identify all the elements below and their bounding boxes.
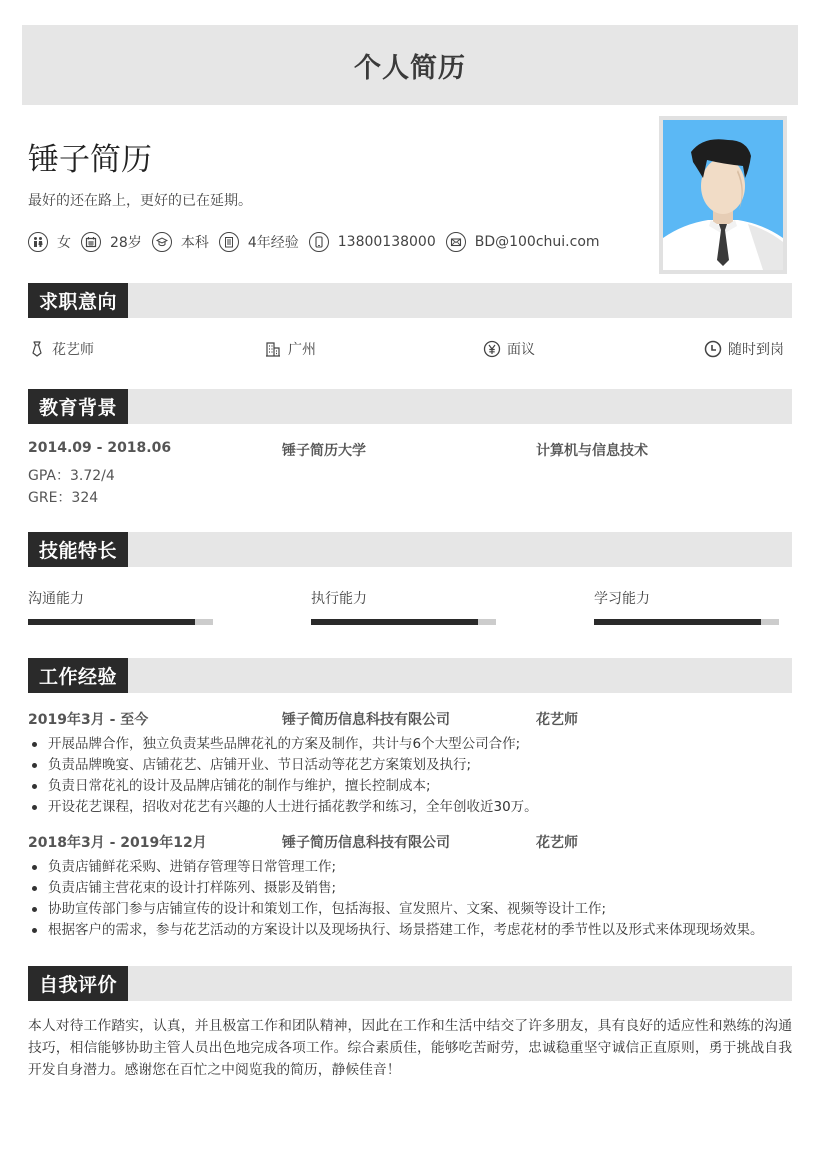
section-header-skills (28, 532, 792, 567)
list-item: 负责日常花礼的设计及品牌店铺花的制作与维护，擅长控制成本; (28, 776, 798, 797)
info-phone-value: 13800138000 (337, 234, 436, 250)
job-duties (28, 857, 798, 941)
calendar-icon (81, 232, 101, 252)
education-major: 计算机与信息技术 (536, 443, 648, 459)
section-title-experience: 工作经验 (28, 658, 128, 693)
job-period: 2019年3月 - 至今 (28, 712, 149, 728)
job-duties (28, 734, 798, 818)
info-gender (28, 232, 71, 252)
job-company: 锤子简历信息科技有限公司 (282, 712, 450, 728)
education-gpa: GPA：3.72/4 (28, 468, 115, 484)
job-header (28, 832, 792, 852)
intent-position (28, 338, 94, 360)
phone-icon (309, 232, 329, 252)
section-header-self-evaluation (28, 966, 792, 1001)
list-item: 负责店铺鲜花采购、进销存管理等日常管理工作; (28, 857, 798, 878)
skill-learning (594, 588, 780, 610)
skill-bar-fill (28, 619, 195, 625)
info-email (446, 232, 600, 252)
job-role: 花艺师 (536, 835, 578, 851)
skill-execution (311, 588, 497, 610)
intent-salary-value: 面议 (507, 342, 535, 358)
section-header-experience (28, 658, 792, 693)
intent-city-value: 广州 (288, 342, 316, 358)
self-evaluation-text: 本人对待工作踏实，认真，并且极富工作和团队精神，因此在工作和生活中结交了许多朋友，具有良好的适应性和熟练的沟通技巧，相信能够协助主管人员出色地完成各项工作。综合素质佳，能够吃苦耐劳，忠诚稳重坚守诚信正直原则，勇于挑战自我开发自身潜力。感谢您在百忙之中阅览我的简历，静候佳音！ (28, 1018, 792, 1078)
candidate-name: 锤子简历 (28, 142, 152, 178)
education-gre: GRE：324 (28, 490, 99, 506)
intent-salary (483, 338, 535, 360)
avatar-illustration (663, 120, 783, 270)
document-icon (219, 232, 239, 252)
intent-position-value: 花艺师 (52, 342, 94, 358)
yen-icon (483, 340, 501, 358)
info-phone (309, 232, 436, 252)
skill-communication (28, 588, 214, 610)
info-experience-value: 4年经验 (247, 235, 299, 251)
job-header (28, 709, 792, 729)
list-item: 根据客户的需求，参与花艺活动的方案设计以及现场执行、场景搭建工作，考虑花材的季节性以及形式来体现现场效果。 (28, 920, 798, 941)
building-icon (264, 340, 282, 358)
skill-bar-fill (311, 619, 478, 625)
skill-name: 沟通能力 (28, 591, 84, 607)
skill-bar (311, 619, 496, 625)
clock-icon (704, 340, 722, 358)
graduation-cap-icon (152, 232, 172, 252)
education-period: 2014.09 - 2018.06 (28, 440, 172, 456)
info-experience (219, 232, 299, 252)
intent-city (264, 338, 316, 360)
title-bar (22, 25, 798, 105)
section-title-skills: 技能特长 (28, 532, 128, 567)
list-item: 开设花艺课程，招收对花艺有兴趣的人士进行插花教学和练习，全年创收近30万。 (28, 797, 798, 818)
list-item: 开展品牌合作，独立负责某些品牌花礼的方案及制作，共计与6个大型公司合作; (28, 734, 798, 755)
job-role: 花艺师 (536, 712, 578, 728)
skill-bar (594, 619, 779, 625)
page-title: 个人简历 (354, 52, 466, 84)
section-title-self-evaluation: 自我评价 (28, 966, 128, 1001)
intent-availability (704, 338, 784, 360)
tie-icon (28, 340, 46, 358)
job-period: 2018年3月 - 2019年12月 (28, 835, 207, 851)
info-gender-value: 女 (57, 235, 71, 251)
info-degree-value: 本科 (180, 235, 209, 251)
info-email-value: BD@100chui.com (474, 234, 600, 250)
skill-name: 学习能力 (594, 591, 650, 607)
info-age-value: 28岁 (110, 235, 142, 251)
section-title-intent: 求职意向 (28, 283, 128, 318)
section-header-intent (28, 283, 792, 318)
list-item: 负责店铺主营花束的设计打样陈列、摄影及销售; (28, 878, 798, 899)
info-age (81, 232, 142, 252)
skill-bar-fill (594, 619, 761, 625)
intent-availability-value: 随时到岗 (728, 342, 784, 358)
list-item: 负责品牌晚宴、店铺花艺、店铺开业、节日活动等花艺方案策划及执行; (28, 755, 798, 776)
section-title-education: 教育背景 (28, 389, 128, 424)
mail-icon (446, 232, 466, 252)
skill-bar (28, 619, 213, 625)
list-item: 协助宣传部门参与店铺宣传的设计和策划工作，包括海报、宣发照片、文案、视频等设计工作; (28, 899, 798, 920)
basic-info-row (28, 231, 610, 253)
section-header-education (28, 389, 792, 424)
job-intent-row (28, 338, 788, 360)
info-degree (152, 232, 209, 252)
skill-name: 执行能力 (311, 591, 367, 607)
profile-photo (659, 116, 787, 274)
education-school: 锤子简历大学 (282, 443, 366, 459)
motto: 最好的还在路上，更好的已在延期。 (28, 193, 252, 209)
gender-icon (28, 232, 48, 252)
job-company: 锤子简历信息科技有限公司 (282, 835, 450, 851)
